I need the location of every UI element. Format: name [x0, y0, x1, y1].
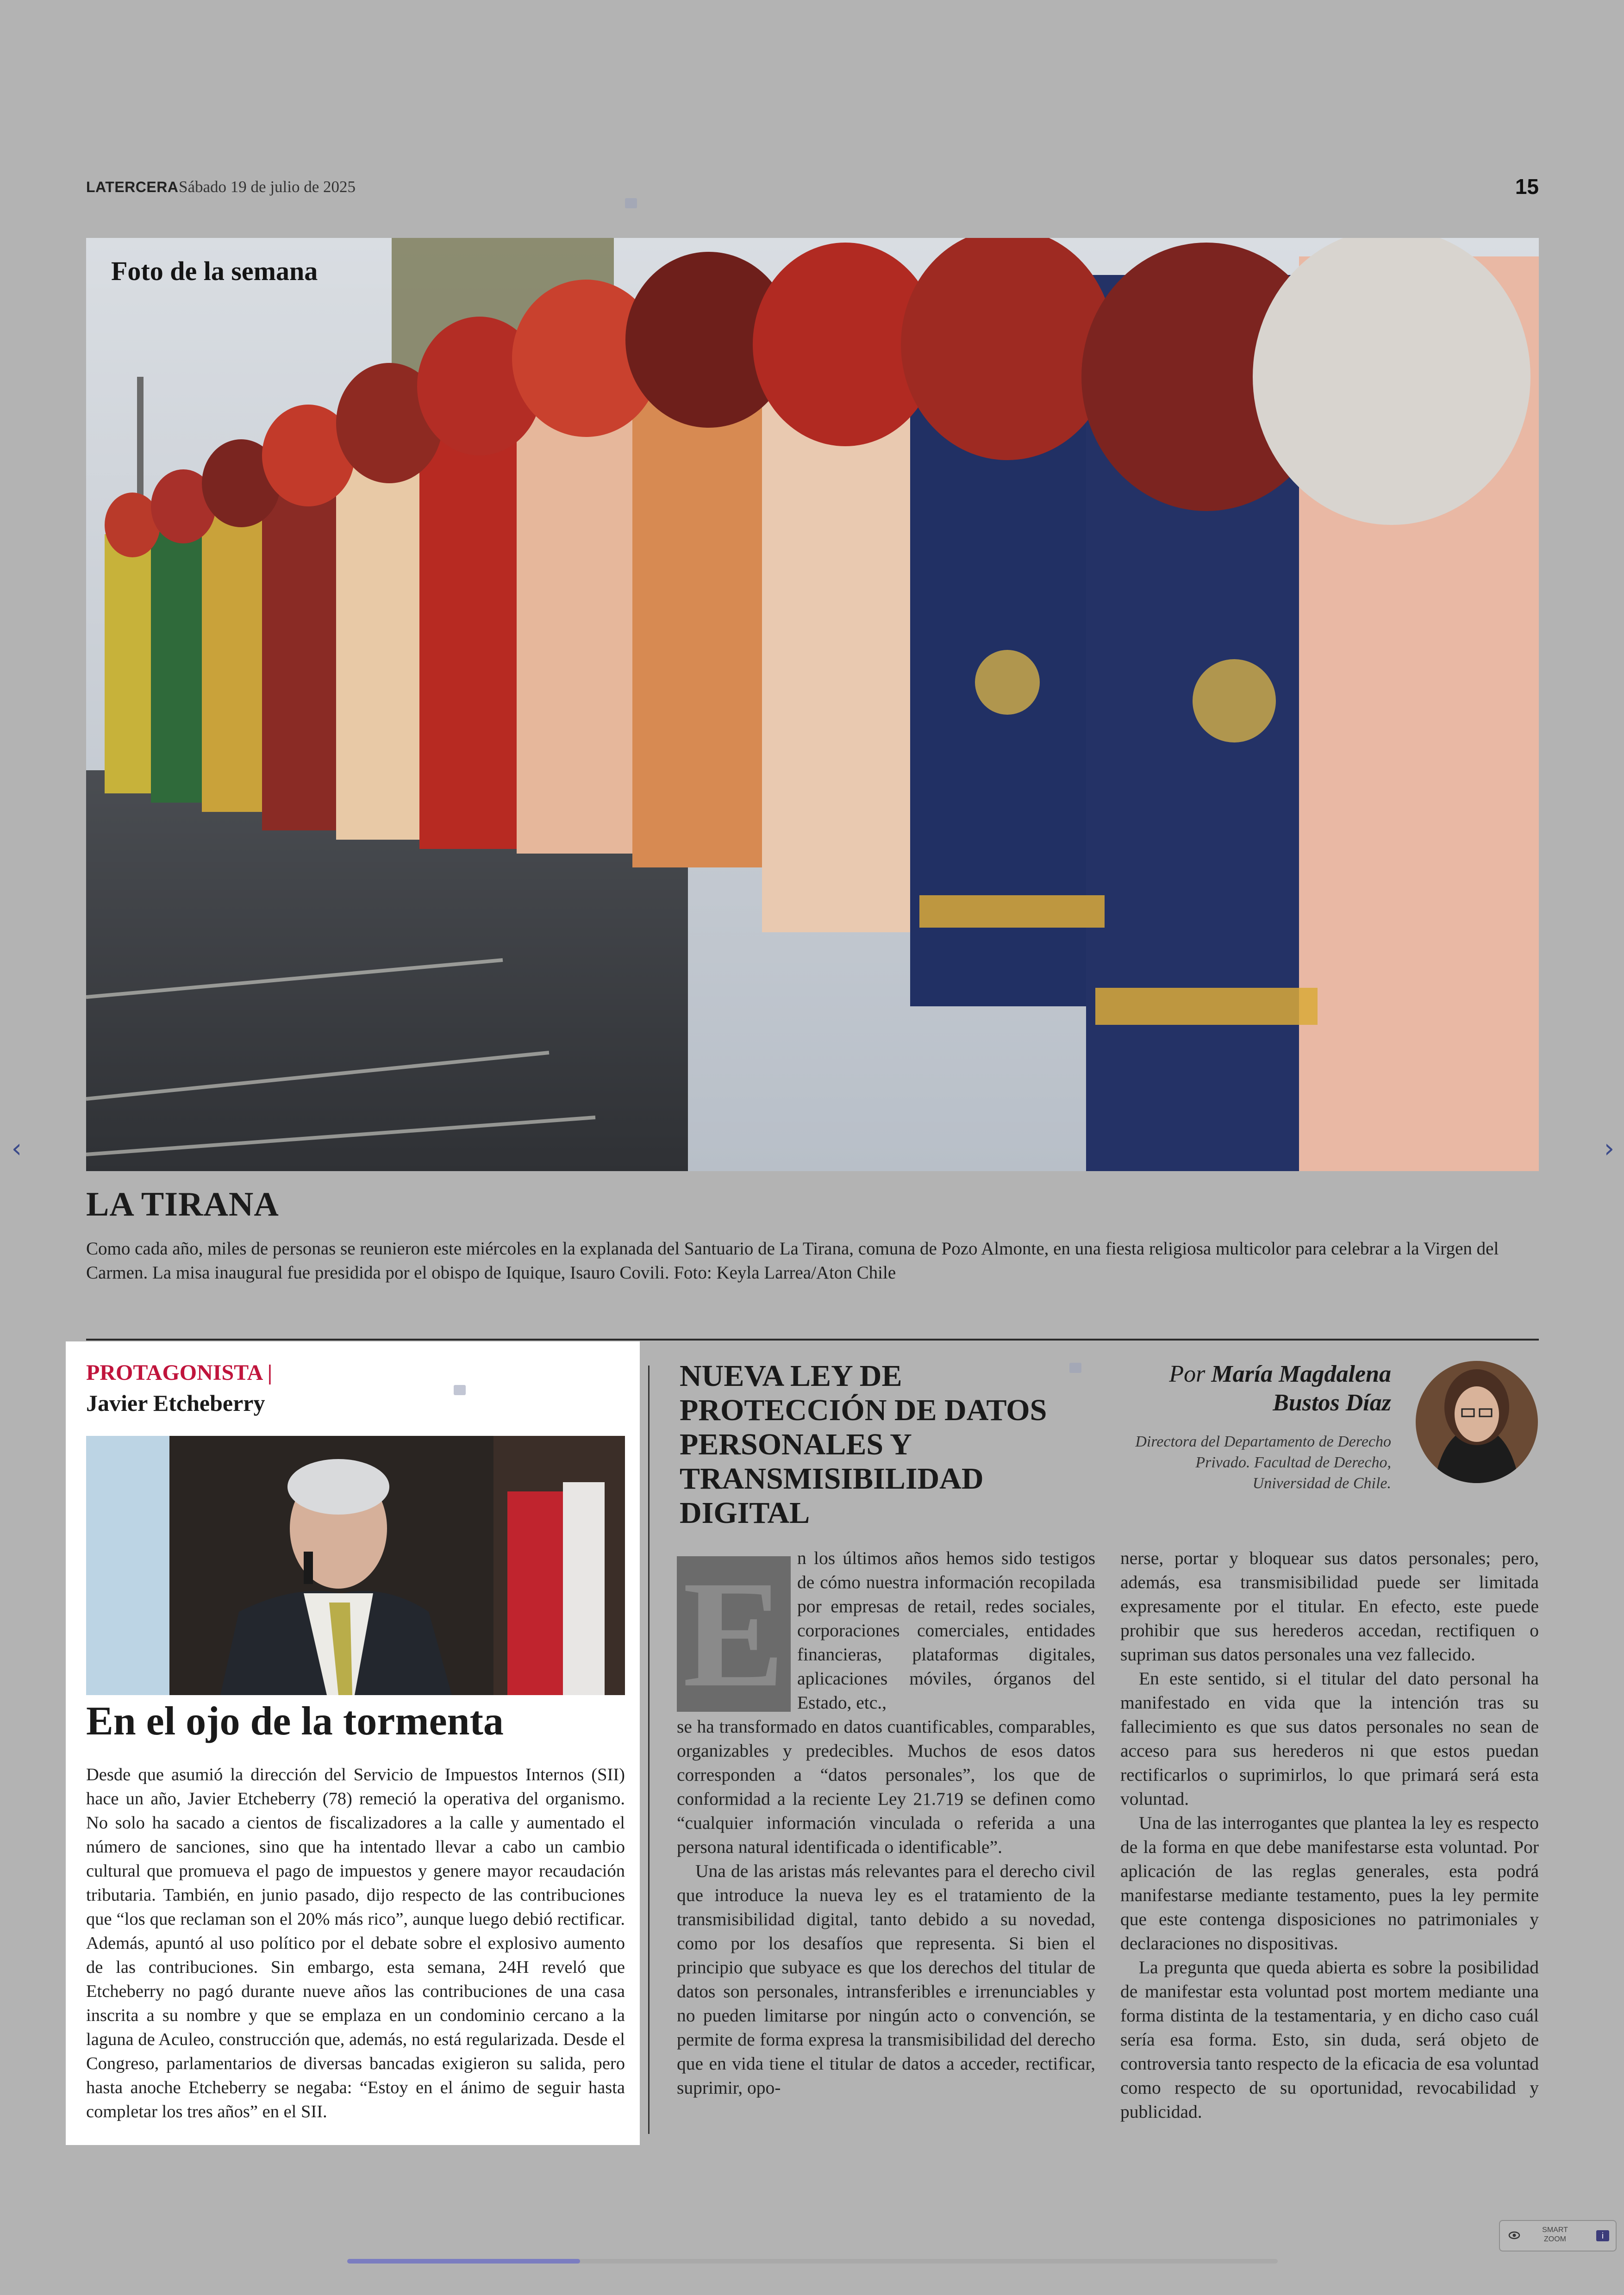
- paragraph: Una de las interrogantes que plantea la ley es respecto de la forma en que debe manifestarse esta voluntad. Por aplicación de las reglas generales, esta podrá manifestarse mediante testamento, pues la ley permite que este contenga disposiciones no patrimoniales y declaraciones no dispositivas.: [1120, 1813, 1539, 1953]
- smart-zoom-label: SMART ZOOM: [1542, 2226, 1568, 2243]
- info-icon[interactable]: i: [1596, 2230, 1609, 2241]
- opinion-column-1: [677, 1715, 1095, 2100]
- opinion-title: NUEVA LEY DE PROTECCIÓN DE DATOS PERSONALES Y TRANSMISIBILIDAD DIGITAL: [680, 1359, 1047, 1530]
- bookmark-icon[interactable]: [625, 198, 637, 208]
- paragraph: La pregunta que queda abierta es sobre la posibilidad de manifestar esta voluntad post mortem mediante una forma distinta de la testamentaria, y en dicho caso cuál sería esa forma. Esto, sin duda, será objeto de controversia tanto respecto de la eficacia de esa voluntad como respecto de su oportunidad, revocabilidad y publicidad.: [1120, 1957, 1539, 2122]
- bookmark-icon[interactable]: [1069, 1363, 1081, 1373]
- author-avatar: [1416, 1361, 1538, 1483]
- opinion-column-2: [1120, 1546, 1539, 2124]
- byline-prefix: Por: [1169, 1361, 1206, 1387]
- paragraph: nerse, portar y bloquear sus datos personales; pero, además, esa transmisibilidad puede ser limitada expresamente por el titular. En efecto, este puede prohibir que sus herederos accedan, rectifiquen o supriman sus datos personales una vez fallecido.: [1120, 1548, 1539, 1665]
- author-first-name: María Magdalena: [1211, 1361, 1391, 1387]
- protagonista-kicker: PROTAGONISTA |: [86, 1360, 273, 1385]
- page-number: 15: [1515, 175, 1539, 199]
- issue-date: Sábado 19 de julio de 2025: [179, 178, 356, 196]
- protagonista-title: En el ojo de la tormenta: [86, 1699, 504, 1744]
- protagonista-body: Desde que asumió la dirección del Servicio de Impuestos Internos (SII) hace un año, Javier Etcheberry (78) remeció la operativa del organismo. No solo ha sacado a cientos de fiscalizadores a la calle y aumentado el número de sanciones, sino que ha intentado llevar a cabo un cambio cultural que promueva el pago de impuestos y genere mayor recaudación tributaria. También, en junio pasado, dijo respecto de las contribuciones que “los que reclaman son el 20% más rico”, aunque luego debió rectificar. Además, apuntó al uso político por el debate sobre el explosivo aumento de las contribuciones. Sin embargo, esta semana, 24H reveló que Etcheberry no pagó durante nueve años las contribuciones de una casa inscrita a su nombre y que se emplaza en un condominio cercano a la laguna de Aculeo, construcción que, además, no está regularizada. Desde el Congreso, parlamentarios de diversas bancadas exigieron su salida, pero hasta anoche Etcheberry se negaba: “Estoy en el ánimo de seguir hasta completar los tres años” en el SII.: [86, 1765, 625, 2121]
- section-divider: [86, 1339, 1539, 1341]
- smart-zoom-button[interactable]: [1499, 2220, 1617, 2251]
- eye-icon: [1508, 2229, 1520, 2241]
- photo-of-week: [86, 238, 1539, 1171]
- protagonista-name: Javier Etcheberry: [86, 1390, 265, 1416]
- bookmark-icon[interactable]: [454, 1385, 466, 1395]
- page-header: [86, 176, 1539, 204]
- reading-progress-fill: [347, 2259, 580, 2264]
- newspaper-brand: LATERCERA: [86, 179, 179, 195]
- author-last-name: Bustos Díaz: [1273, 1390, 1391, 1416]
- protagonista-photo: [86, 1436, 625, 1695]
- photo-caption: Como cada año, miles de personas se reunieron este miércoles en la explanada del Santuario de La Tirana, comuna de Pozo Almonte, en una fiesta religiosa multicolor para celebrar a la Virgen del Carmen. La misa inaugural fue presidida por el obispo de Iquique, Isauro Covili. Foto: Keyla Larrea/Aton Chile: [86, 1239, 1499, 1283]
- chevron-left-icon[interactable]: ‹: [11, 1134, 22, 1164]
- photo-headline: LA TIRANA: [86, 1185, 279, 1223]
- drop-cap: E: [677, 1556, 791, 1712]
- paragraph: Una de las aristas más relevantes para el derecho civil que introduce la nueva ley es el tratamiento de la transmisibilidad digital, tanto debido a su novedad, como por los desafíos que representa. Si bien el principio que subyace es que los derechos del titular de datos son personales, intransferibles e irrenunciables y no pueden limitarse por ningún acto o convención, se permite de forma expresa la transmisibilidad del derecho que en vida tiene el titular de datos a acceder, rectificar, suprimir, opo-: [677, 1861, 1095, 2098]
- byline: [1130, 1360, 1391, 1494]
- paragraph: se ha transformado en datos cuantificables, comparables, organizables y predecibles. Muchos de esos datos corresponden a “datos personales”, los que de conformidad a la reciente Ley 21.719 se definen como “cualquier información vinculada o referida a una persona natural identificada o identificable”.: [677, 1716, 1095, 1857]
- column-divider: [648, 1366, 650, 2134]
- festival-dancers-photo: [86, 238, 1539, 1171]
- byline-author: [1130, 1360, 1391, 1417]
- photo-section-label: Foto de la semana: [111, 256, 318, 286]
- reading-progress-bar[interactable]: [347, 2259, 1278, 2264]
- paragraph: En este sentido, si el titular del dato personal ha manifestado en vida que la intención tras su fallecimiento es que sus datos personales no sean de acceso para sus herederos ni que estos puedan rectificarlos o suprimirlos, lo que primará será esta voluntad.: [1120, 1668, 1539, 1809]
- author-role: Directora del Departamento de Derecho Privado. Facultad de Derecho, Universidad de Chile.: [1135, 1433, 1391, 1492]
- opinion-lead: n los últimos años hemos sido testigos de cómo nuestra información recopilada por empresas de retail, redes sociales, corporaciones comerciales, entidades financieras, plataformas digitales, aplicaciones móviles, órganos del Estado, etc.,: [797, 1548, 1095, 1713]
- chevron-right-icon[interactable]: ›: [1604, 1134, 1615, 1164]
- protagonista-box: [66, 1341, 640, 2145]
